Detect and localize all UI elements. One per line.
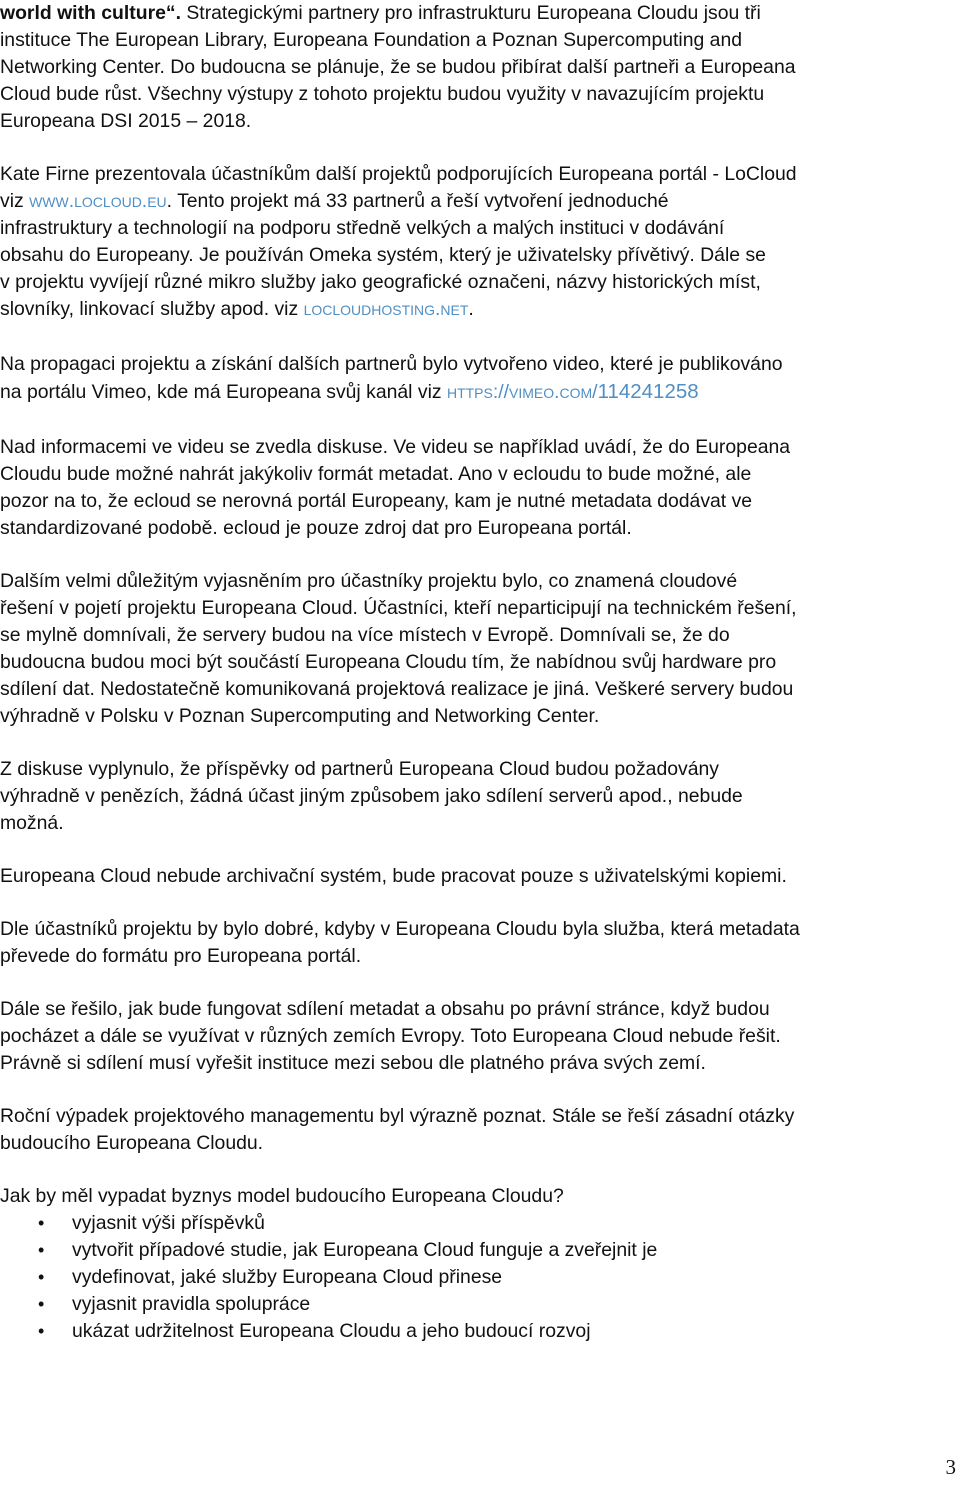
text-line: Kate Firne prezentovala účastníkům další projektů podporujících Europeana portál - LoCloud [0,163,797,185]
text-line: na portálu Vimeo, kde má Europeana svůj kanál viz https://vimeo.com/114241258 [0,380,699,403]
list-item: • vydefinovat, jaké služby Europeana Cloud přinese [0,1264,960,1291]
locloud-link[interactable]: www.locloud.eu [29,190,167,212]
paragraph-legal [0,996,960,1077]
paragraph-contributions [0,756,960,837]
text-line: sdílení dat. Nedostatečně komunikovaná projektová realizace je jiná. Veškeré servery budou [0,678,794,700]
text-line: instituce The European Library, Europeana Foundation a Poznan Supercomputing and [0,29,743,51]
paragraph-discussion [0,434,960,542]
text-line: Dále se řešilo, jak bude fungovat sdílení metadat a obsahu po právní stránce, když budou [0,998,770,1020]
text-line: Cloud bude růst. Všechny výstupy z tohoto projektu budou využity v navazujícím projektu [0,83,765,105]
text-line: slovníky, linkovací služby apod. viz locloudhosting.net. [0,298,474,320]
bullet-list [0,1210,960,1345]
paragraph-vimeo [0,351,960,406]
text-line: pocházet a dále se využívat v různých zemích Evropy. Toto Europeana Cloud nebude řešit. [0,1025,781,1047]
text-line: možná. [0,812,64,834]
text-line: Europeana DSI 2015 – 2018. [0,110,252,132]
list-item: • vyjasnit výši příspěvků [0,1210,960,1237]
text-line: Roční výpadek projektového managementu byl výrazně poznat. Stále se řeší zásadní otázky [0,1105,795,1127]
text-line: převede do formátu pro Europeana portál. [0,945,362,967]
text-line: Networking Center. Do budoucna se plánuje, že se budou přibírat další partneři a Europeana [0,56,796,78]
paragraph-cloud-explanation [0,568,960,730]
text-line: budoucna budou moci být součástí Europeana Cloudu tím, že nabídnou svůj hardware pro [0,651,777,673]
text-line: Právně si sdílení musí vyřešit instituce mezi sebou dle platného práva svých zemí. [0,1052,706,1074]
bullet-icon: • [38,1213,45,1233]
text-line: výhradně v penězích, žádná účast jiným způsobem jako sdílení serverů apod., nebude [0,785,743,807]
list-item: • vyjasnit pravidla spolupráce [0,1291,960,1318]
text-line: world with culture“. Strategickými partnery pro infrastrukturu Europeana Cloudu jsou tři [0,2,761,24]
text-line: viz www.locloud.eu. Tento projekt má 33 partnerů a řeší vytvoření jednoduché [0,190,669,212]
text-line: infrastruktury a technologií na podporu středně velkých a malých instituci v dodávání [0,217,725,239]
list-item: • vytvořit případové studie, jak Europeana Cloud funguje a zveřejnit je [0,1237,960,1264]
bullet-icon: • [38,1267,45,1287]
paragraph-archive [0,863,960,890]
locloudhosting-link[interactable]: locloudhosting.net [303,298,469,320]
text-line: Z diskuse vyplynulo, že příspěvky od partnerů Europeana Cloud budou požadovány [0,758,719,780]
paragraph-locloud [0,161,960,323]
page-number: 3 [945,1455,956,1479]
paragraph-metadata-service [0,916,960,970]
list-item: • ukázat udržitelnost Europeana Cloudu a jeho budoucí rozvoj [0,1318,960,1345]
text-line: Europeana Cloud nebude archivační systém, bude pracovat pouze s uživatelskými kopiemi. [0,865,787,887]
text-line: výhradně v Polsku v Poznan Supercomputing and Networking Center. [0,705,600,727]
text-line: se mylně domnívali, že servery budou na více místech v Evropě. Domnívali se, že do [0,624,730,646]
vimeo-link[interactable]: https://vimeo.com/114241258 [446,380,699,403]
text-line: budoucího Europeana Cloudu. [0,1132,264,1154]
text-line: obsahu do Europeany. Je používán Omeka systém, který je uživatelsky přívětivý. Dále se [0,244,766,266]
bold-lead: world with culture“. [0,2,181,24]
text-line: řešení v pojetí projektu Europeana Cloud. Účastníci, kteří neparticipují na technickém řešení, [0,597,797,619]
text-line: Nad informacemi ve videu se zvedla diskuse. Ve videu se například uvádí, že do Europeana [0,436,791,458]
text-line: v projektu vyvíjejí různé mikro služby jako geografické označeni, názvy historických míst, [0,271,761,293]
question-heading: Jak by měl vypadat byznys model budoucího Europeana Cloudu? [0,1185,564,1207]
bullet-icon: • [38,1294,45,1314]
text-line: Na propagaci projektu a získání dalších partnerů bylo vytvořeno video, které je publikováno [0,353,783,375]
business-model-section [0,1183,960,1345]
text-line: Cloudu bude možné nahrát jakýkoliv formát metadat. Ano v ecloudu to bude možné, ale [0,463,752,485]
paragraph-partners [0,0,960,135]
paragraph-management [0,1103,960,1157]
text-line: Dalším velmi důležitým vyjasněním pro účastníky projektu bylo, co znamená cloudové [0,570,738,592]
bullet-icon: • [38,1240,45,1260]
text-line: standardizované podobě. ecloud je pouze zdroj dat pro Europeana portál. [0,517,632,539]
bullet-icon: • [38,1321,45,1341]
text-line: pozor na to, že ecloud se nerovná portál Europeany, kam je nutné metadata dodávat ve [0,490,753,512]
text-line: Dle účastníků projektu by bylo dobré, kdyby v Europeana Cloudu byla služba, která metadata [0,918,800,940]
